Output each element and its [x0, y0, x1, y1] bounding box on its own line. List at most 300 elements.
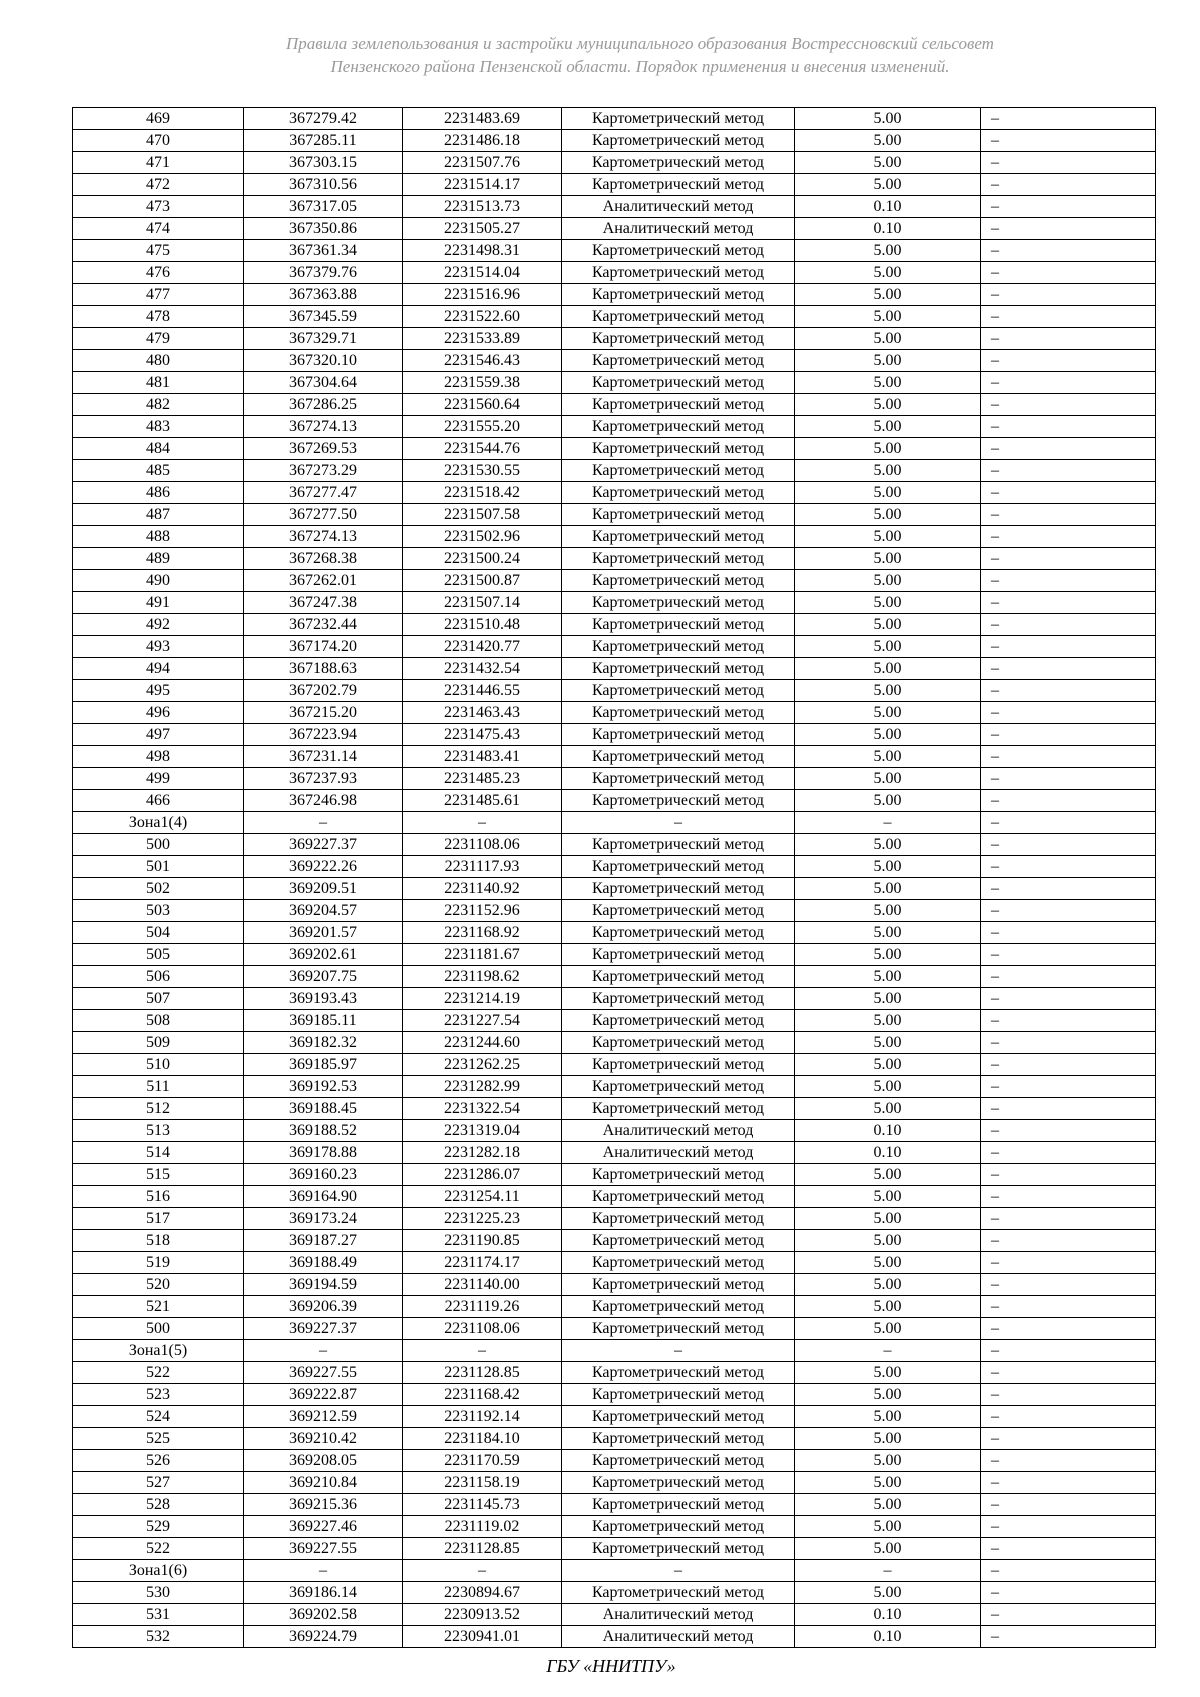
x-coordinate-cell: 369201.57 [244, 922, 403, 944]
description-cell: – [981, 284, 1156, 306]
description-cell: – [981, 812, 1156, 834]
description-cell: – [981, 174, 1156, 196]
method-cell: Картометрический метод [562, 1582, 795, 1604]
point-number-cell: 507 [73, 988, 244, 1010]
table-row [73, 1010, 1156, 1032]
x-coordinate-cell: 367247.38 [244, 592, 403, 614]
table-row [73, 1120, 1156, 1142]
accuracy-cell: 0.10 [795, 218, 981, 240]
method-cell: Картометрический метод [562, 592, 795, 614]
table-row [73, 570, 1156, 592]
description-cell: – [981, 1450, 1156, 1472]
method-cell: Картометрический метод [562, 1164, 795, 1186]
accuracy-cell: 5.00 [795, 1208, 981, 1230]
accuracy-cell: 5.00 [795, 1186, 981, 1208]
y-coordinate-cell: 2231282.18 [403, 1142, 562, 1164]
point-number-cell: 487 [73, 504, 244, 526]
y-coordinate-cell: 2231483.41 [403, 746, 562, 768]
description-cell: – [981, 900, 1156, 922]
x-coordinate-cell: 367277.47 [244, 482, 403, 504]
table-row [73, 438, 1156, 460]
accuracy-cell: 5.00 [795, 900, 981, 922]
x-coordinate-cell: 369188.45 [244, 1098, 403, 1120]
method-cell: Картометрический метод [562, 350, 795, 372]
table-row [73, 702, 1156, 724]
accuracy-cell: 5.00 [795, 746, 981, 768]
method-cell: Картометрический метод [562, 1230, 795, 1252]
table-row [73, 240, 1156, 262]
point-number-cell: 532 [73, 1626, 244, 1648]
method-cell: – [562, 1560, 795, 1582]
point-number-cell: 490 [73, 570, 244, 592]
description-cell: – [981, 878, 1156, 900]
x-coordinate-cell: 367317.05 [244, 196, 403, 218]
description-cell: – [981, 1384, 1156, 1406]
accuracy-cell: 0.10 [795, 196, 981, 218]
table-row [73, 372, 1156, 394]
accuracy-cell: 0.10 [795, 1604, 981, 1626]
x-coordinate-cell: 369215.36 [244, 1494, 403, 1516]
y-coordinate-cell: 2231174.17 [403, 1252, 562, 1274]
x-coordinate-cell: 369210.84 [244, 1472, 403, 1494]
description-cell: – [981, 1560, 1156, 1582]
table-row [73, 108, 1156, 130]
x-coordinate-cell: 367304.64 [244, 372, 403, 394]
accuracy-cell: 5.00 [795, 922, 981, 944]
method-cell: Картометрический метод [562, 614, 795, 636]
x-coordinate-cell: 369178.88 [244, 1142, 403, 1164]
x-coordinate-cell: 369185.11 [244, 1010, 403, 1032]
x-coordinate-cell: 367273.29 [244, 460, 403, 482]
point-number-cell: 497 [73, 724, 244, 746]
method-cell: Картометрический метод [562, 1010, 795, 1032]
y-coordinate-cell: 2231184.10 [403, 1428, 562, 1450]
description-cell: – [981, 636, 1156, 658]
method-cell: Картометрический метод [562, 1318, 795, 1340]
y-coordinate-cell: 2230894.67 [403, 1582, 562, 1604]
description-cell: – [981, 966, 1156, 988]
method-cell: Картометрический метод [562, 702, 795, 724]
y-coordinate-cell: 2231227.54 [403, 1010, 562, 1032]
description-cell: – [981, 240, 1156, 262]
y-coordinate-cell: 2231560.64 [403, 394, 562, 416]
x-coordinate-cell: 369212.59 [244, 1406, 403, 1428]
accuracy-cell: 5.00 [795, 328, 981, 350]
description-cell: – [981, 1098, 1156, 1120]
point-number-cell: 516 [73, 1186, 244, 1208]
table-row [73, 746, 1156, 768]
x-coordinate-cell: 367262.01 [244, 570, 403, 592]
x-coordinate-cell: 369187.27 [244, 1230, 403, 1252]
point-number-cell: 482 [73, 394, 244, 416]
method-cell: Картометрический метод [562, 724, 795, 746]
y-coordinate-cell: 2231282.99 [403, 1076, 562, 1098]
method-cell: Картометрический метод [562, 394, 795, 416]
y-coordinate-cell: 2231181.67 [403, 944, 562, 966]
description-cell: – [981, 482, 1156, 504]
point-number-cell: 519 [73, 1252, 244, 1274]
description-cell: – [981, 152, 1156, 174]
y-coordinate-cell: 2231128.85 [403, 1538, 562, 1560]
y-coordinate-cell: 2231500.24 [403, 548, 562, 570]
accuracy-cell: 5.00 [795, 438, 981, 460]
accuracy-cell: 5.00 [795, 262, 981, 284]
zone-header-row [73, 1340, 1156, 1362]
description-cell: – [981, 570, 1156, 592]
description-cell: – [981, 1120, 1156, 1142]
method-cell: Картометрический метод [562, 966, 795, 988]
x-coordinate-cell: 369208.05 [244, 1450, 403, 1472]
y-coordinate-cell: 2231544.76 [403, 438, 562, 460]
method-cell: Картометрический метод [562, 1516, 795, 1538]
x-coordinate-cell: 367246.98 [244, 790, 403, 812]
x-coordinate-cell: 369173.24 [244, 1208, 403, 1230]
accuracy-cell: 5.00 [795, 1472, 981, 1494]
method-cell: Картометрический метод [562, 658, 795, 680]
accuracy-cell: 5.00 [795, 944, 981, 966]
x-coordinate-cell: 367237.93 [244, 768, 403, 790]
y-coordinate-cell: 2231119.02 [403, 1516, 562, 1538]
method-cell: Картометрический метод [562, 460, 795, 482]
x-coordinate-cell: 367174.20 [244, 636, 403, 658]
accuracy-cell: 5.00 [795, 548, 981, 570]
method-cell: Аналитический метод [562, 1142, 795, 1164]
table-row [73, 1516, 1156, 1538]
description-cell: – [981, 1274, 1156, 1296]
accuracy-cell: – [795, 812, 981, 834]
point-number-cell: 493 [73, 636, 244, 658]
accuracy-cell: 5.00 [795, 988, 981, 1010]
description-cell: – [981, 416, 1156, 438]
point-number-cell: 470 [73, 130, 244, 152]
table-row [73, 1208, 1156, 1230]
accuracy-cell: 5.00 [795, 1010, 981, 1032]
y-coordinate-cell: 2231225.23 [403, 1208, 562, 1230]
x-coordinate-cell: 367274.13 [244, 526, 403, 548]
accuracy-cell: 5.00 [795, 1054, 981, 1076]
method-cell: Картометрический метод [562, 328, 795, 350]
method-cell: Картометрический метод [562, 1054, 795, 1076]
description-cell: – [981, 1142, 1156, 1164]
method-cell: Картометрический метод [562, 482, 795, 504]
method-cell: Картометрический метод [562, 878, 795, 900]
y-coordinate-cell: 2231158.19 [403, 1472, 562, 1494]
header-line-2: Пензенского района Пензенской области. Порядок применения и внесения изменений. [330, 57, 950, 76]
method-cell: Картометрический метод [562, 1538, 795, 1560]
description-cell: – [981, 1582, 1156, 1604]
accuracy-cell: 5.00 [795, 460, 981, 482]
y-coordinate-cell: 2231518.42 [403, 482, 562, 504]
y-coordinate-cell: 2231507.76 [403, 152, 562, 174]
y-coordinate-cell: 2231254.11 [403, 1186, 562, 1208]
accuracy-cell: 5.00 [795, 306, 981, 328]
y-coordinate-cell: 2231502.96 [403, 526, 562, 548]
x-coordinate-cell: 367223.94 [244, 724, 403, 746]
point-number-cell: 525 [73, 1428, 244, 1450]
table-row [73, 1384, 1156, 1406]
accuracy-cell: 5.00 [795, 1318, 981, 1340]
method-cell: Картометрический метод [562, 636, 795, 658]
table-row [73, 1604, 1156, 1626]
method-cell: Картометрический метод [562, 130, 795, 152]
table-row [73, 1230, 1156, 1252]
table-row [73, 1032, 1156, 1054]
table-row [73, 1252, 1156, 1274]
accuracy-cell: 5.00 [795, 1516, 981, 1538]
x-coordinate-cell: 367269.53 [244, 438, 403, 460]
description-cell: – [981, 394, 1156, 416]
method-cell: Картометрический метод [562, 1296, 795, 1318]
table-row [73, 944, 1156, 966]
point-number-cell: 471 [73, 152, 244, 174]
method-cell: Картометрический метод [562, 834, 795, 856]
point-number-cell: 527 [73, 1472, 244, 1494]
method-cell: – [562, 812, 795, 834]
x-coordinate-cell: 369227.55 [244, 1362, 403, 1384]
table-row [73, 1538, 1156, 1560]
point-number-cell: 478 [73, 306, 244, 328]
table-row [73, 988, 1156, 1010]
table-row [73, 1274, 1156, 1296]
table-row [73, 636, 1156, 658]
x-coordinate-cell: 367215.20 [244, 702, 403, 724]
description-cell: – [981, 1010, 1156, 1032]
y-coordinate-cell: 2231516.96 [403, 284, 562, 306]
table-row [73, 306, 1156, 328]
description-cell: – [981, 1318, 1156, 1340]
point-number-cell: 529 [73, 1516, 244, 1538]
accuracy-cell: 5.00 [795, 482, 981, 504]
point-number-cell: 515 [73, 1164, 244, 1186]
y-coordinate-cell: 2231286.07 [403, 1164, 562, 1186]
x-coordinate-cell: 369194.59 [244, 1274, 403, 1296]
x-coordinate-cell: 367232.44 [244, 614, 403, 636]
point-number-cell: 504 [73, 922, 244, 944]
y-coordinate-cell: 2231168.92 [403, 922, 562, 944]
x-coordinate-cell: 369227.37 [244, 834, 403, 856]
y-coordinate-cell: 2231322.54 [403, 1098, 562, 1120]
description-cell: – [981, 1428, 1156, 1450]
point-number-cell: 506 [73, 966, 244, 988]
x-coordinate-cell: 367345.59 [244, 306, 403, 328]
x-coordinate-cell: 367329.71 [244, 328, 403, 350]
method-cell: Аналитический метод [562, 1604, 795, 1626]
description-cell: – [981, 108, 1156, 130]
point-number-cell: 509 [73, 1032, 244, 1054]
method-cell: Картометрический метод [562, 372, 795, 394]
description-cell: – [981, 1252, 1156, 1274]
table-row [73, 1406, 1156, 1428]
description-cell: – [981, 1626, 1156, 1648]
method-cell: Картометрический метод [562, 1494, 795, 1516]
method-cell: Картометрический метод [562, 548, 795, 570]
y-coordinate-cell: 2231117.93 [403, 856, 562, 878]
y-coordinate-cell: 2231546.43 [403, 350, 562, 372]
point-number-cell: 491 [73, 592, 244, 614]
point-number-cell: 499 [73, 768, 244, 790]
y-coordinate-cell: 2231420.77 [403, 636, 562, 658]
table-row [73, 1582, 1156, 1604]
table-row [73, 1098, 1156, 1120]
x-coordinate-cell: 367202.79 [244, 680, 403, 702]
description-cell: – [981, 790, 1156, 812]
point-number-cell: 498 [73, 746, 244, 768]
method-cell: Картометрический метод [562, 922, 795, 944]
x-coordinate-cell: 367188.63 [244, 658, 403, 680]
description-cell: – [981, 768, 1156, 790]
accuracy-cell: 5.00 [795, 504, 981, 526]
point-number-cell: 480 [73, 350, 244, 372]
coordinates-table [72, 107, 1156, 1648]
description-cell: – [981, 702, 1156, 724]
x-coordinate-cell: 369185.97 [244, 1054, 403, 1076]
x-coordinate-cell: 369193.43 [244, 988, 403, 1010]
table-row [73, 1296, 1156, 1318]
method-cell: Картометрический метод [562, 1186, 795, 1208]
method-cell: Картометрический метод [562, 1362, 795, 1384]
table-row [73, 284, 1156, 306]
y-coordinate-cell: 2231145.73 [403, 1494, 562, 1516]
description-cell: – [981, 1516, 1156, 1538]
y-coordinate-cell: 2231507.14 [403, 592, 562, 614]
description-cell: – [981, 1538, 1156, 1560]
description-cell: – [981, 614, 1156, 636]
y-coordinate-cell: 2231514.17 [403, 174, 562, 196]
zone-header-row [73, 1560, 1156, 1582]
y-coordinate-cell: – [403, 812, 562, 834]
x-coordinate-cell: 369188.49 [244, 1252, 403, 1274]
accuracy-cell: 5.00 [795, 790, 981, 812]
accuracy-cell: 0.10 [795, 1120, 981, 1142]
y-coordinate-cell: 2231522.60 [403, 306, 562, 328]
table-row [73, 1472, 1156, 1494]
description-cell: – [981, 944, 1156, 966]
x-coordinate-cell: 369182.32 [244, 1032, 403, 1054]
description-cell: – [981, 680, 1156, 702]
y-coordinate-cell: 2231446.55 [403, 680, 562, 702]
method-cell: Картометрический метод [562, 680, 795, 702]
accuracy-cell: 5.00 [795, 636, 981, 658]
y-coordinate-cell: 2231119.26 [403, 1296, 562, 1318]
x-coordinate-cell: 367286.25 [244, 394, 403, 416]
point-number-cell: 517 [73, 1208, 244, 1230]
accuracy-cell: 5.00 [795, 592, 981, 614]
point-number-cell: 522 [73, 1362, 244, 1384]
method-cell: Картометрический метод [562, 1076, 795, 1098]
point-number-cell: 484 [73, 438, 244, 460]
table-row [73, 1142, 1156, 1164]
table-row [73, 218, 1156, 240]
point-number-cell: 522 [73, 1538, 244, 1560]
method-cell: Картометрический метод [562, 570, 795, 592]
description-cell: – [981, 856, 1156, 878]
accuracy-cell: 0.10 [795, 1626, 981, 1648]
y-coordinate-cell: 2231463.43 [403, 702, 562, 724]
coordinates-table-body [73, 108, 1156, 1648]
description-cell: – [981, 658, 1156, 680]
x-coordinate-cell: 367363.88 [244, 284, 403, 306]
description-cell: – [981, 1186, 1156, 1208]
method-cell: Картометрический метод [562, 174, 795, 196]
point-number-cell: 502 [73, 878, 244, 900]
accuracy-cell: 5.00 [795, 416, 981, 438]
accuracy-cell: 5.00 [795, 372, 981, 394]
description-cell: – [981, 130, 1156, 152]
x-coordinate-cell: 367285.11 [244, 130, 403, 152]
table-row [73, 1450, 1156, 1472]
y-coordinate-cell: 2231190.85 [403, 1230, 562, 1252]
accuracy-cell: – [795, 1340, 981, 1362]
table-row [73, 856, 1156, 878]
point-number-cell: 476 [73, 262, 244, 284]
y-coordinate-cell: 2231244.60 [403, 1032, 562, 1054]
x-coordinate-cell: 369188.52 [244, 1120, 403, 1142]
footer-organization: ГБУ «ННИТПУ» [546, 1656, 676, 1676]
y-coordinate-cell: 2231483.69 [403, 108, 562, 130]
point-number-cell: 501 [73, 856, 244, 878]
table-row [73, 504, 1156, 526]
point-number-cell: 479 [73, 328, 244, 350]
point-number-cell: 481 [73, 372, 244, 394]
method-cell: Картометрический метод [562, 306, 795, 328]
method-cell: Картометрический метод [562, 152, 795, 174]
x-coordinate-cell: 369192.53 [244, 1076, 403, 1098]
point-number-cell: 485 [73, 460, 244, 482]
y-coordinate-cell: 2231533.89 [403, 328, 562, 350]
point-number-cell: 466 [73, 790, 244, 812]
accuracy-cell: 5.00 [795, 1582, 981, 1604]
description-cell: – [981, 504, 1156, 526]
y-coordinate-cell: 2231505.27 [403, 218, 562, 240]
table-row [73, 196, 1156, 218]
description-cell: – [981, 1164, 1156, 1186]
accuracy-cell: 5.00 [795, 658, 981, 680]
point-number-cell: 523 [73, 1384, 244, 1406]
accuracy-cell: 5.00 [795, 966, 981, 988]
accuracy-cell: 5.00 [795, 1494, 981, 1516]
description-cell: – [981, 1076, 1156, 1098]
point-number-cell: 530 [73, 1582, 244, 1604]
accuracy-cell: 5.00 [795, 768, 981, 790]
table-row [73, 1494, 1156, 1516]
table-row [73, 614, 1156, 636]
table-row [73, 680, 1156, 702]
description-cell: – [981, 592, 1156, 614]
accuracy-cell: 5.00 [795, 152, 981, 174]
accuracy-cell: 5.00 [795, 680, 981, 702]
method-cell: Картометрический метод [562, 1098, 795, 1120]
point-number-cell: 518 [73, 1230, 244, 1252]
table-row [73, 768, 1156, 790]
method-cell: Картометрический метод [562, 1208, 795, 1230]
table-row [73, 922, 1156, 944]
x-coordinate-cell: 367310.56 [244, 174, 403, 196]
method-cell: Картометрический метод [562, 1274, 795, 1296]
table-row [73, 548, 1156, 570]
method-cell: Аналитический метод [562, 1626, 795, 1648]
table-row [73, 1054, 1156, 1076]
x-coordinate-cell: 367231.14 [244, 746, 403, 768]
point-number-cell: 505 [73, 944, 244, 966]
x-coordinate-cell: 369207.75 [244, 966, 403, 988]
accuracy-cell: 5.00 [795, 702, 981, 724]
method-cell: Картометрический метод [562, 944, 795, 966]
method-cell: Картометрический метод [562, 856, 795, 878]
x-coordinate-cell: 367320.10 [244, 350, 403, 372]
table-row [73, 1164, 1156, 1186]
y-coordinate-cell: 2231140.00 [403, 1274, 562, 1296]
x-coordinate-cell: – [244, 1560, 403, 1582]
